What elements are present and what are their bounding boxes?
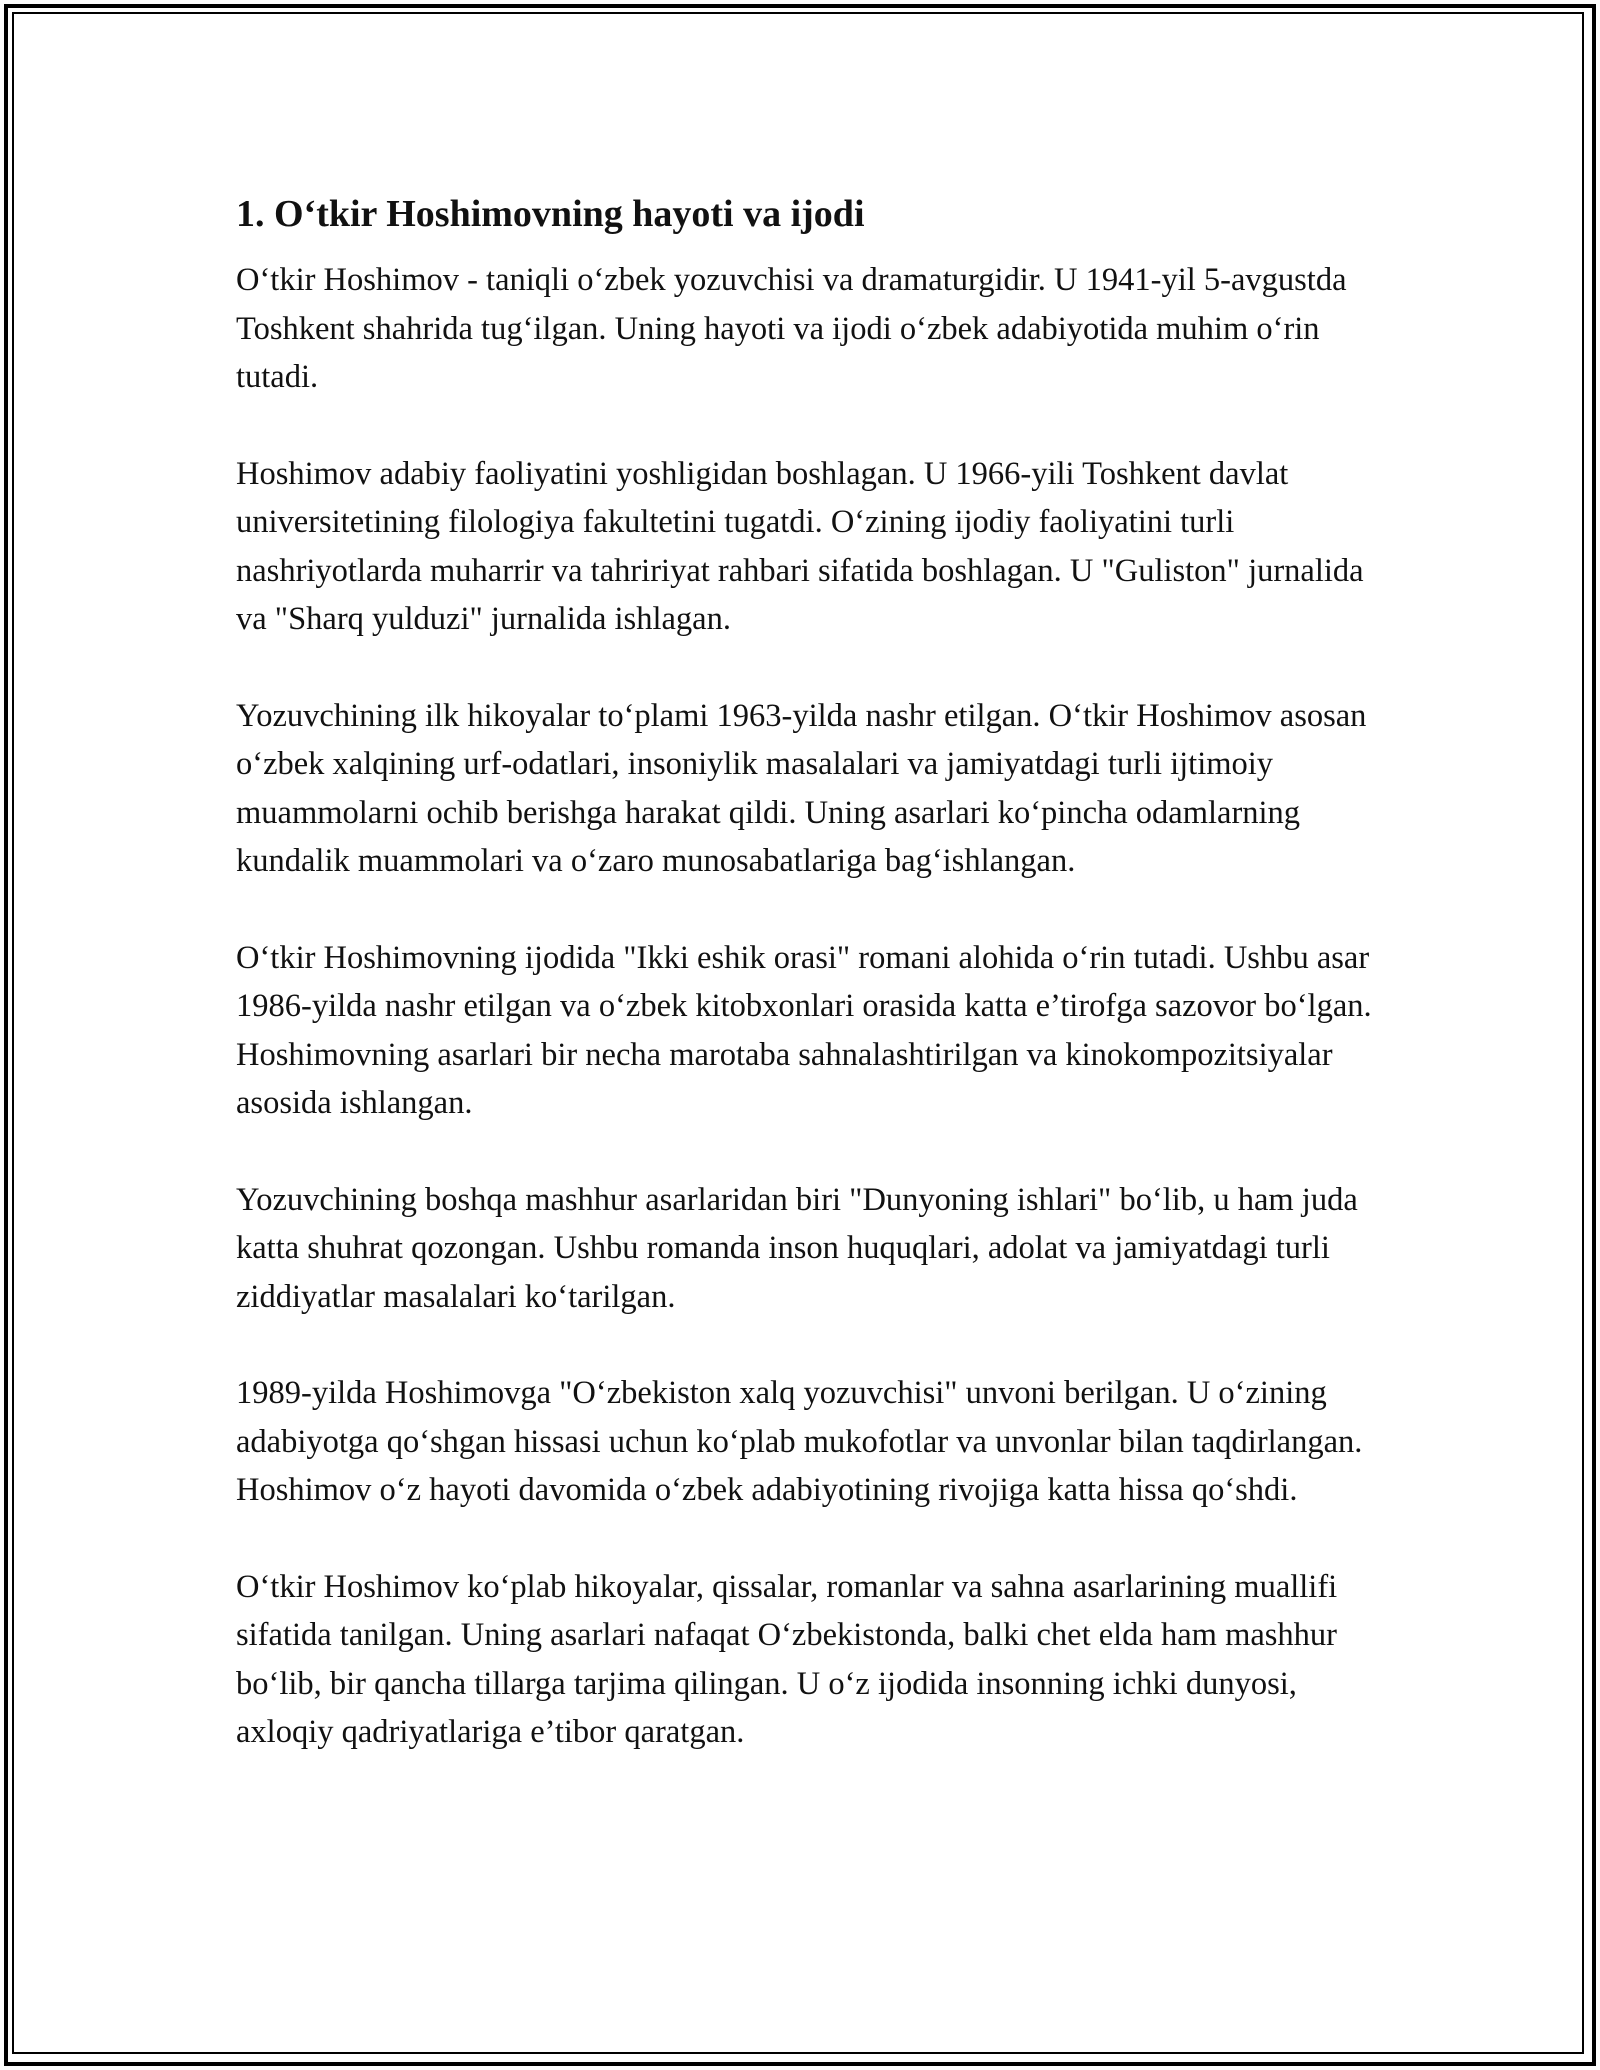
section-heading: 1. O‘tkir Hoshimovning hayoti va ijodi [236,193,865,235]
paragraph-7: O‘tkir Hoshimov ko‘plab hikoyalar, qissalar, romanlar va sahna asarlarining muallifi sifatida tanilgan. Uning asarlari nafaqat O‘zbekistonda, balki chet elda ham mashhur bo‘lib, bir qancha tillarga tarjima qilingan. U o‘z ijodida insonning ichki dunyosi, axloqiy qadriyatlariga e’tibor qaratgan. [236,1568,1338,1750]
document-body [236,186,1376,1805]
paragraph-5: Yozuvchining boshqa mashhur asarlaridan biri "Dunyoning ishlari" bo‘lib, u ham juda katta shuhrat qozongan. Ushbu romanda inson huquqlari, adolat va jamiyatdagi turli ziddiyatlar masalalari ko‘tarilgan. [236,1181,1358,1315]
paragraph-6: 1989-yilda Hoshimovga "O‘zbekiston xalq yozuvchisi" unvoni berilgan. U o‘zining adabiyotga qo‘shgan hissasi uchun ko‘plab mukofotlar va unvonlar bilan taqdirlangan. Hoshimov o‘z hayoti davomida o‘zbek adabiyotining rivojiga katta hissa qo‘shdi. [236,1375,1363,1508]
paragraph-2: Hoshimov adabiy faoliyatini yoshligidan boshlagan. U 1966-yili Toshkent davlat universitetining filologiya fakultetini tugatdi. O‘zining ijodiy faoliyatini turli nashriyotlarda muharrir va tahririyat rahbari sifatida boshlagan. U "Guliston" jurnalida va "Sharq yulduzi" jurnalida ishlagan. [236,455,1364,637]
paragraph-3: Yozuvchining ilk hikoyalar to‘plami 1963-yilda nashr etilgan. O‘tkir Hoshimov asosan o‘zbek xalqining urf-odatlari, insoniylik masalalari va jamiyatdagi turli ijtimoiy muammolarni ochib berishga harakat qildi. Uning asarlari ko‘pincha odamlarning kundalik muammolari va o‘zaro munosabatlariga bag‘ishlangan. [236,697,1367,879]
paragraph-1: O‘tkir Hoshimov - taniqli o‘zbek yozuvchisi va dramaturgidir. U 1941-yil 5-avgustda Toshkent shahrida tug‘ilgan. Uning hayoti va ijodi o‘zbek adabiyotida muhim o‘rin tutadi. [236,262,1347,395]
paragraph-4: O‘tkir Hoshimovning ijodida "Ikki eshik orasi" romani alohida o‘rin tutadi. Ushbu asar 1986-yilda nashr etilgan va o‘zbek kitobxonlari orasida katta e’tirofga sazovor bo‘lgan. Hoshimovning asarlari bir necha marotaba sahnalashtirilgan va kinokompozitsiyalar asosida ishlangan. [236,939,1372,1121]
